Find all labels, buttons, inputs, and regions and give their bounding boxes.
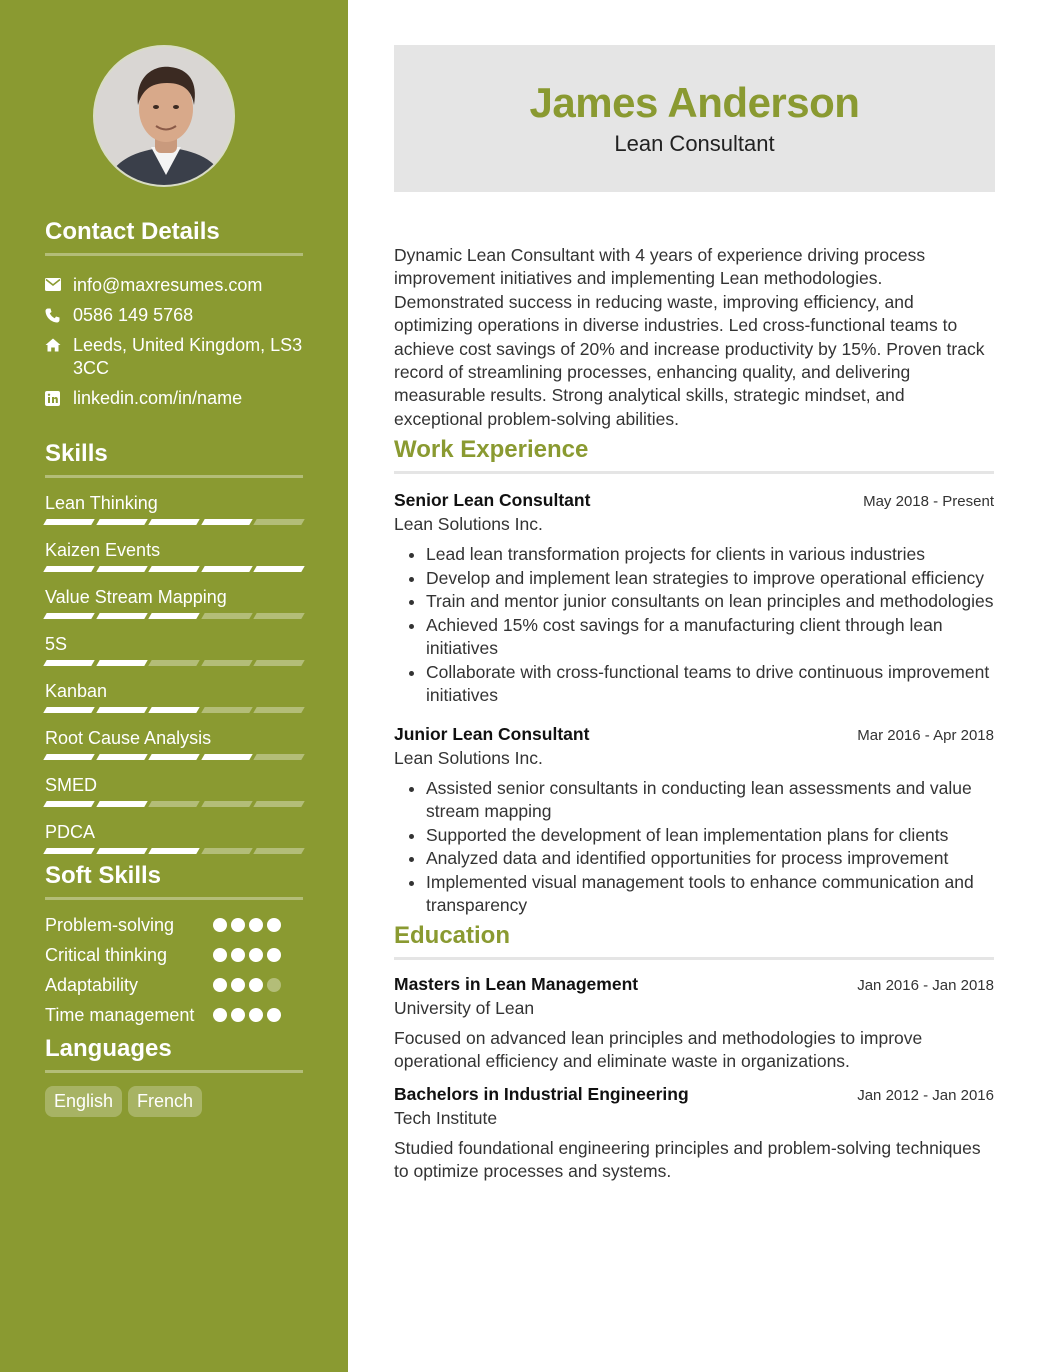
job-company: Lean Solutions Inc. [394, 747, 543, 768]
skill-level-segment [148, 519, 199, 525]
avatar [95, 47, 235, 187]
resume-header [394, 45, 995, 192]
education-date: Jan 2016 - Jan 2018 [857, 976, 994, 994]
job-entry [394, 490, 994, 708]
job-company: Lean Solutions Inc. [394, 514, 543, 535]
soft-skill-name: Adaptability [45, 975, 139, 995]
soft-skills-list [45, 914, 303, 1027]
skill-level-segment [96, 848, 147, 854]
job-bullet: • Analyzed data and identified opportunities for process improvement [426, 847, 994, 871]
job-bullet: • Supported the development of lean implementation plans for clients [426, 824, 994, 848]
education-entry [394, 1084, 994, 1184]
skill-level-segment [43, 660, 94, 666]
skill-level-segment [43, 754, 94, 760]
skill-level-segment [96, 660, 147, 666]
skill-level-segment [43, 801, 94, 807]
soft-skill-name: Problem-solving [45, 915, 175, 935]
soft-skill-item [45, 914, 303, 937]
job-bullet: • Implemented visual management tools to enhance communication and transparency [426, 871, 994, 918]
rating-dot [267, 978, 281, 992]
skill-level-segment [43, 707, 94, 713]
education-description: Studied foundational engineering principles and problem-solving techniques to optimize processes and systems. [394, 1137, 981, 1182]
job-title: Senior Lean Consultant [394, 490, 591, 511]
rating-dot [231, 948, 245, 962]
languages-heading: Languages [45, 1035, 303, 1073]
address-text: Leeds, United Kingdom, LS3 3CC [73, 335, 303, 378]
skill-level-segment [201, 613, 252, 619]
skill-level-segment [148, 801, 199, 807]
work-list [394, 490, 994, 918]
skill-level-segment [148, 566, 199, 572]
soft-skill-name: Critical thinking [45, 945, 168, 965]
skill-item [45, 821, 303, 854]
profile-photo [93, 45, 235, 187]
skills-list [45, 492, 303, 854]
rating-dot [231, 918, 245, 932]
skill-level-segment [254, 566, 305, 572]
skill-name: 5S [45, 634, 68, 654]
job-header [394, 724, 994, 745]
education-heading: Education [394, 922, 994, 960]
contact-address [45, 334, 303, 380]
education-list [394, 974, 994, 1184]
skill-name: Lean Thinking [45, 493, 158, 513]
soft-skill-item [45, 974, 303, 997]
skill-level-segment [254, 660, 305, 666]
contact-list [45, 274, 303, 410]
skill-level-bar [45, 848, 303, 854]
skill-level-segment [148, 613, 199, 619]
job-header [394, 490, 994, 511]
skill-level-bar [45, 566, 303, 572]
job-bullet: • Lead lean transformation projects for clients in various industries [426, 543, 994, 567]
skill-level-segment [43, 848, 94, 854]
skill-level-segment [254, 801, 305, 807]
sidebar [0, 0, 348, 1372]
soft-skill-rating [213, 944, 281, 962]
languages-list [45, 1086, 303, 1117]
summary-text: Dynamic Lean Consultant with 4 years of experience driving process improvement initiatives and implementing Lean methodologies. Demonstrated success in reducing waste, improving efficiency, and optimizing operations in diverse industries. Led cross-functional teams to achieve cost savings of 20% and increase productivity by 15%. Proven track record of streamlining processes, enhancing quality, and delivering measurable results. Strong analytical skills, strategic mindset, and exceptional problem-solving abilities. [394, 245, 985, 429]
soft-skill-rating [213, 974, 281, 992]
job-bullet: • Assisted senior consultants in conducting lean assessments and value stream mapping [426, 777, 994, 824]
soft-skills-heading: Soft Skills [45, 862, 303, 900]
skill-name: Value Stream Mapping [45, 587, 227, 607]
skill-item [45, 539, 303, 572]
envelope-icon [45, 274, 73, 297]
rating-dot [231, 1008, 245, 1022]
job-entry [394, 724, 994, 918]
skill-name: SMED [45, 775, 98, 795]
skill-item [45, 680, 303, 713]
skill-level-segment [43, 566, 94, 572]
skill-level-segment [201, 801, 252, 807]
skill-level-segment [201, 566, 252, 572]
linkedin-text: linkedin.com/in/name [73, 388, 243, 408]
rating-dot [267, 948, 281, 962]
main-content [394, 244, 994, 1184]
contact-phone[interactable] [45, 304, 303, 327]
soft-skill-name: Time management [45, 1005, 195, 1025]
phone-icon [45, 304, 73, 327]
skill-level-bar [45, 519, 303, 525]
job-title: Junior Lean Consultant [394, 723, 590, 744]
skill-level-bar [45, 660, 303, 666]
skill-level-segment [254, 848, 305, 854]
contact-heading: Contact Details [45, 218, 303, 256]
contact-email[interactable] [45, 274, 303, 297]
skill-level-segment [96, 613, 147, 619]
language-chip: French [128, 1086, 202, 1117]
skill-level-segment [201, 754, 252, 760]
rating-dot [213, 978, 227, 992]
skill-level-segment [254, 707, 305, 713]
skills-heading: Skills [45, 440, 303, 478]
education-description: Focused on advanced lean principles and methodologies to improve operational efficiency and eliminate waste in organizations. [394, 1027, 923, 1072]
person-role: Lean Consultant [614, 131, 775, 156]
rating-dot [267, 1008, 281, 1022]
skill-item [45, 727, 303, 760]
education-entry [394, 974, 994, 1074]
skill-level-segment [148, 754, 199, 760]
skill-level-segment [201, 848, 252, 854]
skill-name: Kaizen Events [45, 540, 161, 560]
job-bullet: • Develop and implement lean strategies to improve operational efficiency [426, 567, 994, 591]
job-bullets [426, 777, 994, 918]
skill-item [45, 492, 303, 525]
skill-level-segment [96, 754, 147, 760]
education-degree: Masters in Lean Management [394, 973, 639, 994]
job-bullets [426, 543, 994, 708]
language-chip: English [45, 1086, 122, 1117]
rating-dot [249, 948, 263, 962]
skill-level-segment [96, 801, 147, 807]
job-bullet: • Collaborate with cross-functional teams to drive continuous improvement initiatives [426, 661, 994, 708]
skill-level-segment [96, 707, 147, 713]
skill-name: PDCA [45, 822, 96, 842]
rating-dot [231, 978, 245, 992]
skill-item [45, 586, 303, 619]
job-date: May 2018 - Present [863, 493, 994, 511]
education-header [394, 1084, 994, 1105]
email-text: info@maxresumes.com [73, 275, 263, 295]
skill-level-segment [148, 848, 199, 854]
skill-name: Kanban [45, 681, 108, 701]
linkedin-icon [45, 387, 73, 410]
education-date: Jan 2012 - Jan 2016 [857, 1086, 994, 1104]
skill-level-bar [45, 754, 303, 760]
rating-dot [213, 1008, 227, 1022]
skill-level-segment [96, 566, 147, 572]
skill-level-segment [254, 519, 305, 525]
job-bullet: • Train and mentor junior consultants on lean principles and methodologies [426, 590, 994, 614]
rating-dot [267, 918, 281, 932]
skill-level-segment [254, 754, 305, 760]
skill-level-segment [201, 519, 252, 525]
rating-dot [213, 918, 227, 932]
education-degree: Bachelors in Industrial Engineering [394, 1083, 689, 1104]
rating-dot [213, 948, 227, 962]
skill-level-segment [43, 613, 94, 619]
education-header [394, 974, 994, 995]
education-school: University of Lean [394, 997, 535, 1018]
home-icon [45, 334, 73, 380]
work-heading: Work Experience [394, 436, 994, 474]
skill-item [45, 633, 303, 666]
rating-dot [249, 1008, 263, 1022]
skill-level-segment [201, 707, 252, 713]
soft-skill-rating [213, 1004, 281, 1022]
skill-level-bar [45, 707, 303, 713]
job-date: Mar 2016 - Apr 2018 [857, 726, 994, 744]
rating-dot [249, 918, 263, 932]
phone-text: 0586 149 5768 [73, 305, 194, 325]
skill-level-segment [96, 519, 147, 525]
rating-dot [249, 978, 263, 992]
job-bullet: • Achieved 15% cost savings for a manufacturing client through lean initiatives [426, 614, 994, 661]
skill-level-segment [201, 660, 252, 666]
skill-name: Root Cause Analysis [45, 728, 212, 748]
skill-level-segment [43, 519, 94, 525]
skill-level-segment [148, 707, 199, 713]
person-name: James Anderson [529, 79, 860, 126]
skill-level-segment [254, 613, 305, 619]
skill-item [45, 774, 303, 807]
soft-skill-item [45, 944, 303, 967]
skill-level-segment [148, 660, 199, 666]
contact-linkedin[interactable] [45, 387, 303, 410]
skill-level-bar [45, 613, 303, 619]
skill-level-bar [45, 801, 303, 807]
soft-skill-rating [213, 914, 281, 932]
education-school: Tech Institute [394, 1107, 498, 1128]
soft-skill-item [45, 1004, 303, 1027]
